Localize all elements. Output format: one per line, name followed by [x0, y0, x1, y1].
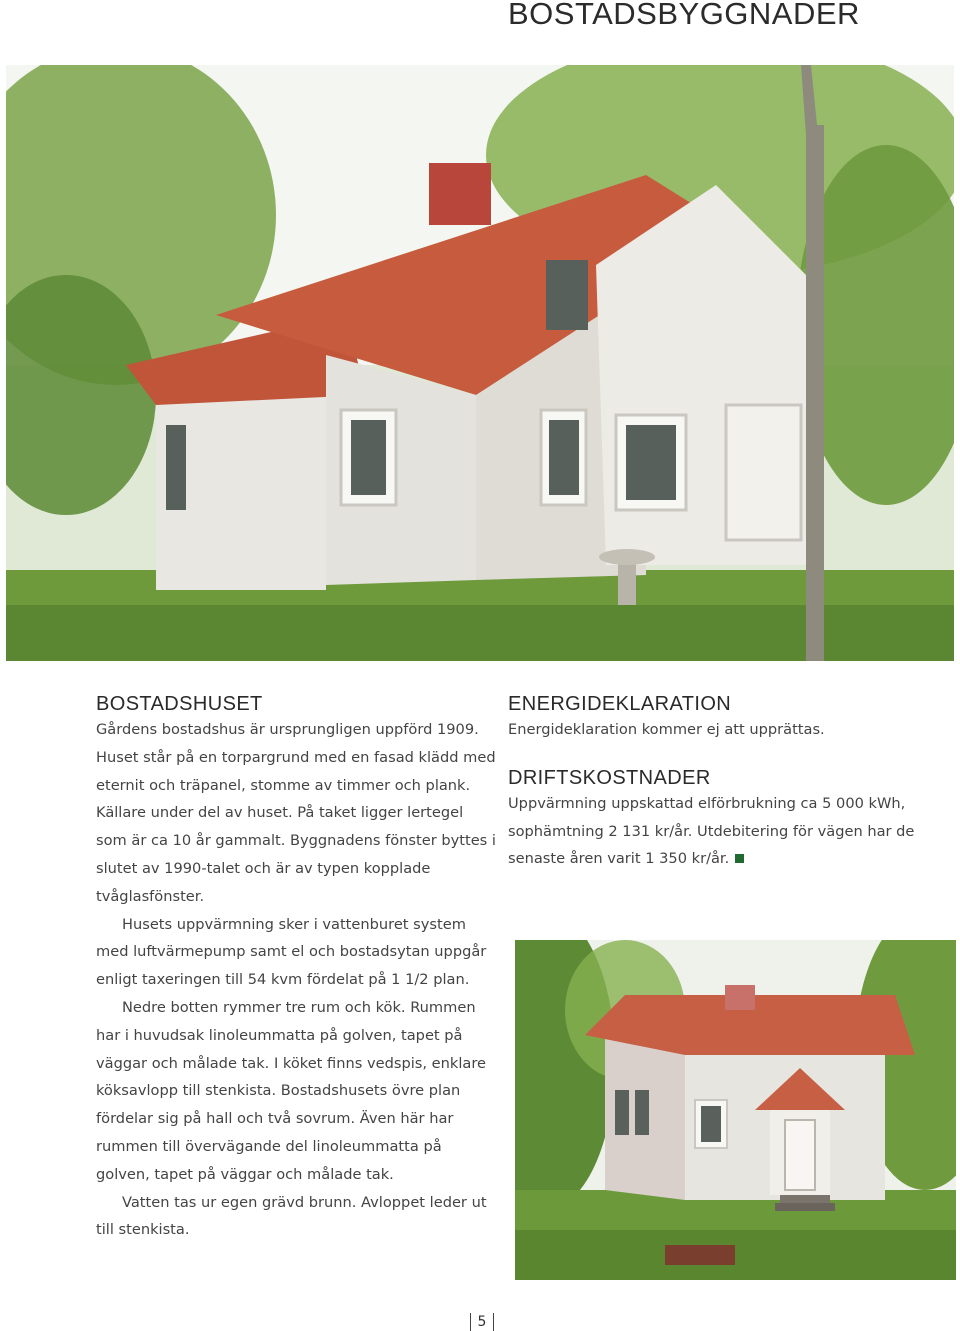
right-column: [508, 692, 948, 873]
bostadshuset-section: [96, 692, 496, 1244]
driftskostnader-paragraph: [508, 790, 948, 873]
end-square-icon: [735, 854, 744, 863]
secondary-house-photo: [515, 940, 956, 1280]
page-title: BOSTADSBYGGNADER: [508, 0, 860, 31]
main-house-photo: [6, 65, 954, 661]
driftskostnader-heading: DRIFTSKOSTNADER: [508, 766, 711, 789]
bostadshuset-paragraph-4: Vatten tas ur egen grävd brunn. Avloppet leder ut till stenkista.: [96, 1193, 487, 1239]
energideklaration-text: Energideklaration kommer ej att upprättas.: [508, 721, 825, 738]
driftskostnader-text: Uppvärmning uppskattad elförbrukning ca 5 000 kWh, sophämtning 2 131 kr/år. Utdebitering för vägen har de senaste åren varit 1 350 kr/år.: [508, 794, 915, 868]
bostadshuset-paragraph-2: Husets uppvärmning sker i vattenburet system med luftvärmepump samt el och bostadsytan uppgår enligt taxeringen till 54 kvm fördelat på 1 1/2 plan.: [96, 915, 487, 989]
energideklaration-heading: ENERGIDEKLARATION: [508, 693, 732, 715]
bostadshuset-heading: BOSTADSHUSET: [96, 693, 263, 715]
bostadshuset-paragraph-3: Nedre botten rymmer tre rum och kök. Rummen har i huvudsak linoleummatta på golven, tapet på väggar och målade tak. I köket finns vedspis, enklare köksavlopp till stenkista. Bostadshusets övre plan fördelar sig på hall och två sovrum. Även här har rummen till övervägande del linoleummatta på golven, tapet på väggar och målade tak.: [96, 998, 486, 1183]
page-number: 5: [470, 1313, 494, 1331]
bostadshuset-paragraph-1: Gårdens bostadshus är ursprungligen uppförd 1909. Huset står på en torpargrund med en fasad klädd med eternit och träpanel, stomme av timmer och plank. Källare under del av huset. På taket ligger lertegel som är ca 10 år gammalt. Byggnadens fönster byttes i slutet av 1990-talet och är av typen kopplade tvåglasfönster.: [96, 721, 496, 905]
